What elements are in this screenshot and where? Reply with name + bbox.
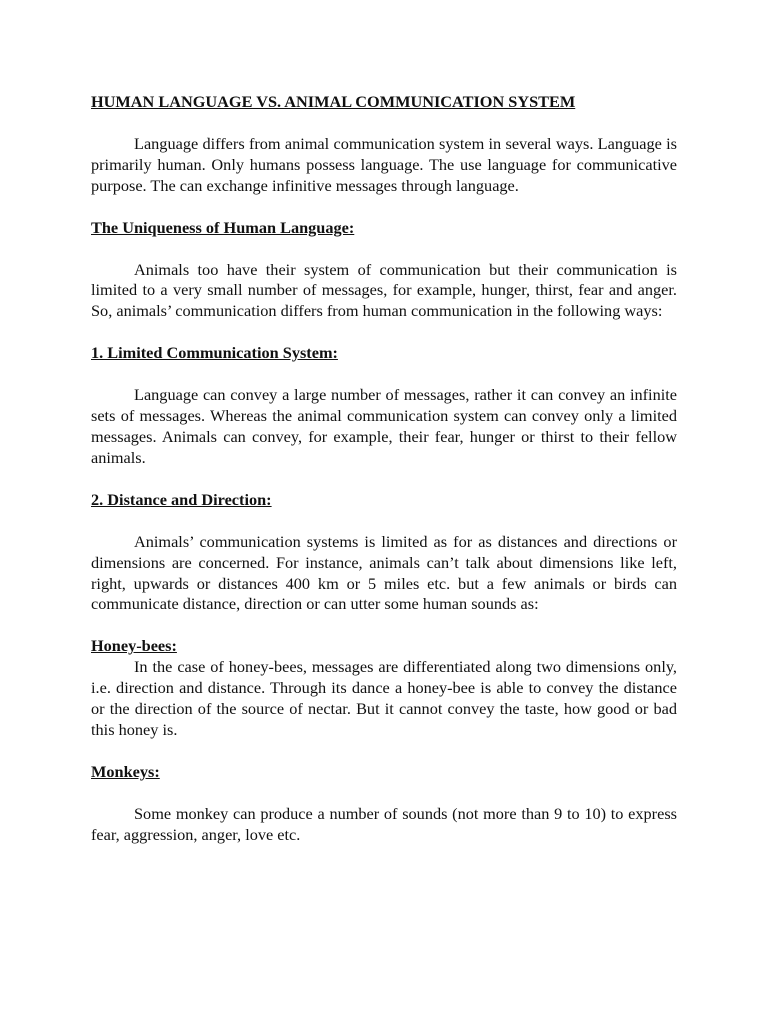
document-title: HUMAN LANGUAGE VS. ANIMAL COMMUNICATION SYSTEM	[91, 92, 576, 111]
honeybees-paragraph: In the case of honey-bees, messages are differentiated along two dimensions only, i.e. direction and distance. Through its dance a honey-bee is able to convey the distance or the direction of the source of nectar. But it cannot convey the taste, how good or bad this honey is.	[91, 657, 677, 739]
limited-communication-paragraph: Language can convey a large number of messages, rather it can convey an infinite sets of messages. Whereas the animal communication system can convey only a limited messages. Animals can convey, for example, their fear, hunger or thirst to their fellow animals.	[91, 385, 677, 467]
monkeys-heading: Monkeys:	[91, 761, 160, 781]
distance-direction-paragraph: Animals’ communication systems is limited as for as distances and directions or dimensions are concerned. For instance, animals can’t talk about dimensions like left, right, upwards or distances 400 km or 5 miles etc. but a few animals or birds can communicate distance, direction or can utter some human sounds as:	[91, 531, 677, 614]
distance-direction-heading: 2. Distance and Direction:	[91, 489, 272, 509]
monkeys-paragraph: Some monkey can produce a number of sounds (not more than 9 to 10) to express fear, aggression, anger, love etc.	[91, 803, 677, 844]
honeybees-heading: Honey-bees:	[91, 636, 177, 656]
intro-paragraph: Language differs from animal communication system in several ways. Language is primarily human. Only humans possess language. The use language for communicative purpose. The can exchange infinitive messages through language.	[91, 133, 677, 195]
uniqueness-heading: The Uniqueness of Human Language:	[91, 217, 355, 237]
uniqueness-paragraph: Animals too have their system of communication but their communication is limited to a very small number of messages, for example, hunger, thirst, fear and anger. So, animals’ communication differs from human communication in the following ways:	[91, 259, 677, 321]
limited-communication-heading: 1. Limited Communication System:	[91, 343, 338, 363]
document-page	[91, 92, 677, 846]
